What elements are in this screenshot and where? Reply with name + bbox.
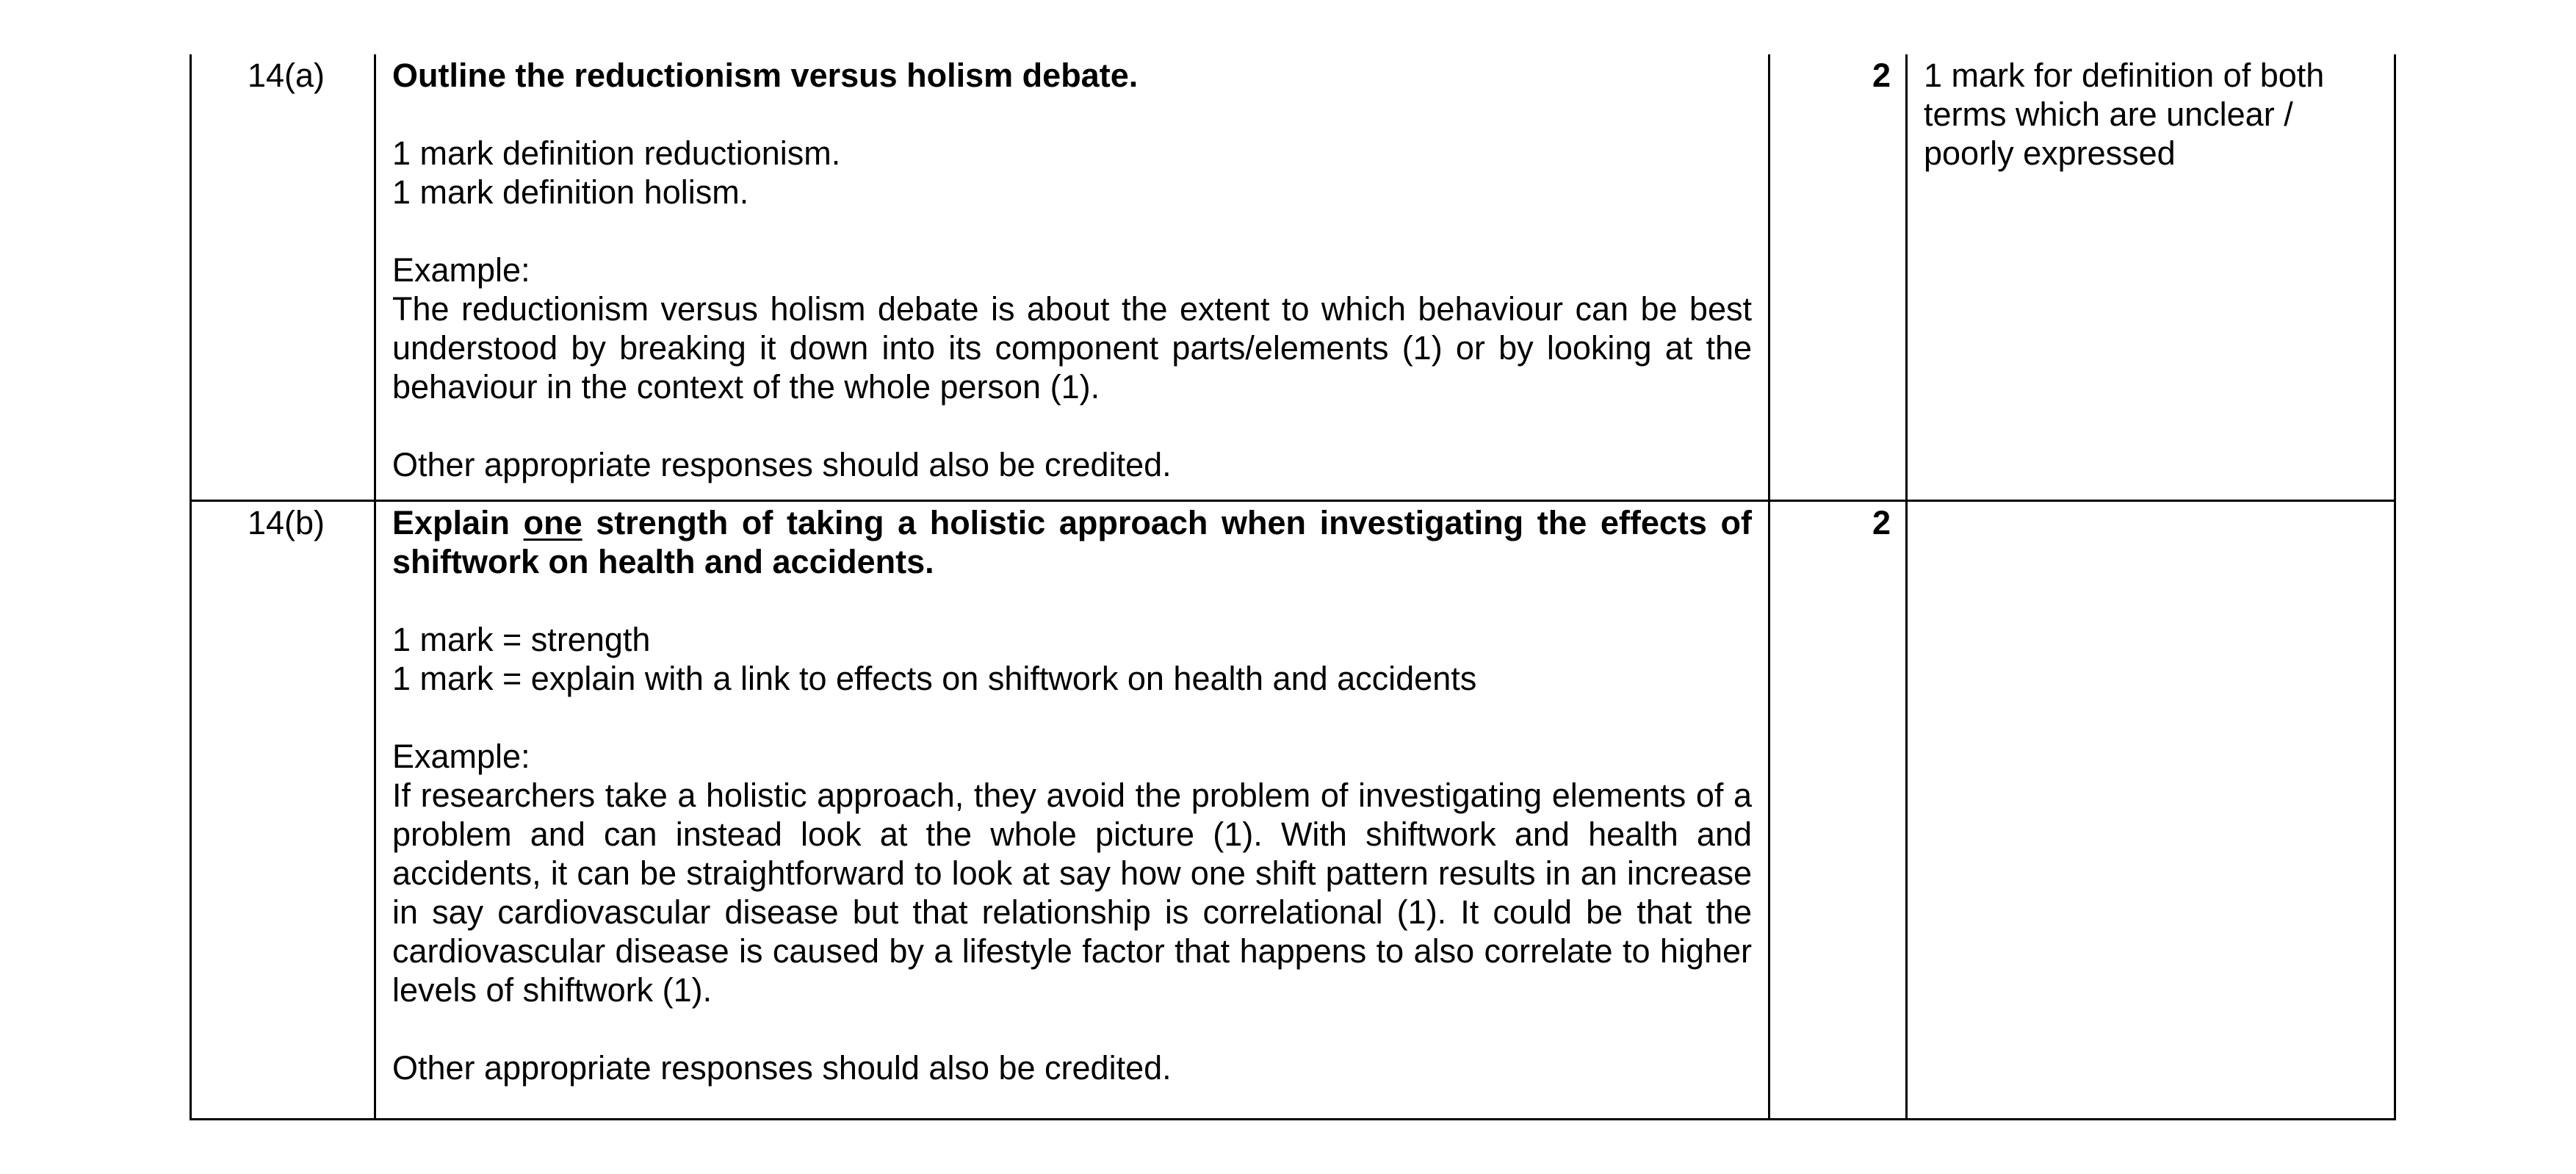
question-text-start: Explain <box>392 503 524 541</box>
mark-scheme-table <box>190 54 2396 1120</box>
example-block <box>392 737 1752 1009</box>
mark-allocation-line: 1 mark definition holism. <box>392 173 749 211</box>
example-text: If researchers take a holistic approach, they avoid the problem of investigating elements of a problem and can instead look at the whole picture (1). With shiftwork and health and accidents, it can be straightforward to look at say how one shift pattern results in an increase in say cardiovascular disease but that relationship is correlational (1). It could be that the cardiovascular disease is caused by a lifestyle factor that happens to also correlate to higher levels of shiftwork (1). <box>392 776 1752 1009</box>
question-emphasis: one <box>523 503 582 541</box>
credit-note: Other appropriate responses should also be credited. <box>392 1048 1172 1087</box>
example-text: The reductionism versus holism debate is about the extent to which behaviour can be best understood by breaking it down into its component parts/elements (1) or by looking at the behaviour in the context of the whole person (1). <box>392 290 1752 406</box>
answer-cell <box>375 500 1769 1119</box>
guidance-text: 1 mark for definition of both terms which are unclear / poorly expressed <box>1907 54 2395 500</box>
mark-allocation-line: 1 mark = explain with a link to effects on shiftwork on health and accidents <box>392 659 1477 697</box>
question-text: Outline the reductionism versus holism debate. <box>392 57 1139 94</box>
example-block <box>392 251 1752 406</box>
answer-cell <box>375 54 1769 500</box>
marks-value: 2 <box>1769 54 1907 500</box>
mark-allocation <box>392 134 1752 212</box>
example-heading: Example: <box>392 251 530 289</box>
table-row <box>191 54 2395 500</box>
mark-allocation <box>392 620 1752 698</box>
marks-value: 2 <box>1769 500 1907 1119</box>
mark-allocation-line: 1 mark definition reductionism. <box>392 134 841 172</box>
question-text <box>392 503 1752 581</box>
question-number: 14(a) <box>191 54 375 500</box>
mark-allocation-line: 1 mark = strength <box>392 620 651 658</box>
credit-note: Other appropriate responses should also be credited. <box>392 446 1172 483</box>
question-number: 14(b) <box>191 500 375 1119</box>
example-heading: Example: <box>392 737 530 775</box>
question-text-end: strength of taking a holistic approach when investigating the effects of shiftwork on health and accidents. <box>392 503 1752 580</box>
table-row <box>191 500 2395 1119</box>
guidance-text <box>1907 500 2395 1119</box>
